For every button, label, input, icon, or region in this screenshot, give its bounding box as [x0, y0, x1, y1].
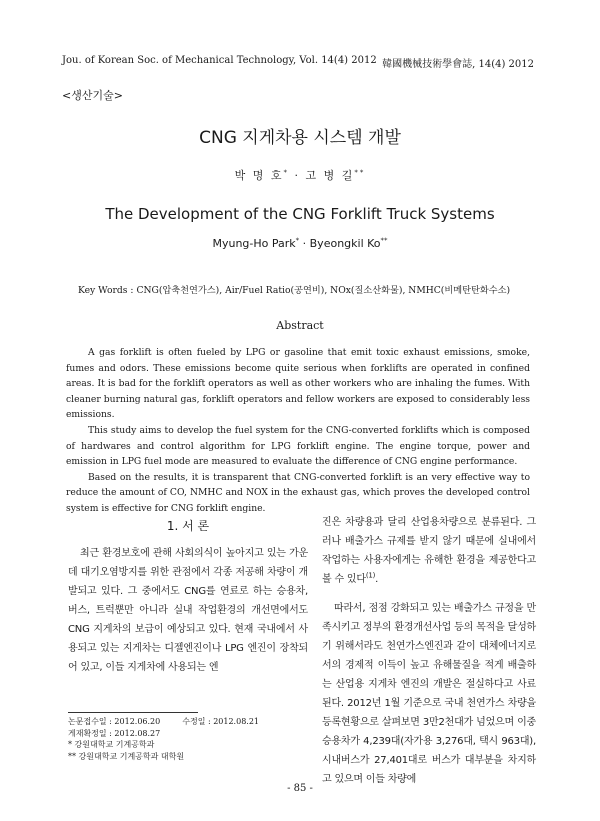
footnote-accepted-date: 게재확정일 : 2012.08.27: [68, 728, 161, 738]
category-label: <생산기술>: [62, 89, 123, 102]
author-2-name-en: Byeongkil Ko: [309, 237, 381, 250]
author-separator-en: ·: [299, 237, 310, 250]
author-1-name-ko: 박 명 호: [234, 169, 284, 182]
footnote-divider: [68, 712, 198, 713]
abstract-heading: Abstract: [276, 319, 324, 332]
intro-paragraph-1: 최근 환경보호에 관해 사회의식이 높아지고 있는 가운데 대기오염방지를 위한 관점에서 각종 저공해 차량이 개발되고 있다. 그 중에서도 CNG를 연료로 하는 승용차, 버스, 트럭뿐만 아니라 실내 작업환경의 개선면에서도 CNG 지게차의 보급이 예상되고 있다. 현재 국내에서 사용되고 있는 지게차는 디젤엔진이나 LPG 엔진이 장착되어 있고, 이들 지게차에 사용되는 엔: [68, 548, 308, 673]
authors-korean: [0, 167, 600, 183]
intro-paragraph-2: 따라서, 점점 강화되고 있는 배출가스 규정을 만족시키고 정부의 환경개선사업 등의 목적을 달성하기 위해서라도 천연가스엔진과 같이 대체에너지로서의 경제적 이득이 높고 유해물질을 적게 배출하는 산업용 지게차 엔진의 개발은 절실하다고 사료된다. 2012년 1월 기준으로 국내 천연가스 차량을 등록현황으로 살펴보면 3만2천대가 넘었으며 이중 승용차가 4,239대(자가용 3,276대, 택시 963대), 시내버스가 27,401대로 버스가 대부분을 차지하고 있으며 이들 차량에: [322, 603, 536, 785]
footnotes: [68, 716, 308, 762]
running-header-journal-ko: 韓國機械技術學會誌, 14(4) 2012: [382, 59, 534, 70]
footnote-revised-date: 수정일 : 2012.08.21: [182, 717, 260, 726]
intro-paragraph-1-continued: [322, 513, 536, 589]
running-header-journal-en: Jou. of Korean Soc. of Mechanical Technology, Vol. 14(4) 2012: [62, 55, 377, 66]
page-number: - 85 -: [287, 783, 313, 794]
intro-paragraph-1-continued-text: 진은 차량용과 달리 산업용차량으로 분류된다. 그러나 배출가스 규제를 받지 않기 때문에 실내에서 작업하는 사용자에게는 유해한 환경을 제공한다고 볼 수 있다: [322, 517, 536, 585]
abstract-paragraph-2: This study aims to develop the fuel system for the CNG-converted forklifts which is composed of hardwares and control algorithm for LPG forklift engine. The engine torque, power and emission in LPG fuel mode are measured to evaluate the difference of CNG engine performance.: [66, 424, 530, 468]
keywords-line: Key Words : CNG(압축천연가스), Air/Fuel Ratio(공연비), NOx(질소산화물), NMHC(비메탄탄화수소): [78, 285, 511, 296]
footnote-affiliation-2: ** 강원대학교 기계공학과 대학원: [68, 751, 185, 761]
author-2-name-ko: 고 병 길: [305, 169, 355, 182]
abstract-paragraph-3: Based on the results, it is transparent that CNG-converted forklift is an very effective way to reduce the amount of CO, NMHC and NOX in the exhaust gas, which proves the developed control system is effective for CNG forklift engine.: [66, 471, 530, 514]
title-korean: CNG 지게차용 시스템 개발: [199, 128, 401, 148]
intro-paragraph-1-continued-end: .: [375, 574, 379, 585]
footnote-received-date: 논문접수일 : 2012.06.20: [68, 717, 161, 726]
authors-english: [0, 237, 600, 250]
section-heading-introduction: 1. 서 론: [166, 519, 210, 533]
footnote-dates-line: [68, 716, 308, 728]
author-2-mark-ko: **: [354, 168, 366, 177]
abstract-paragraph-1: A gas forklift is often fueled by LPG or gasoline that emit toxic exhaust emissions, smoke, fumes and odors. These emissions become quite serious when forklifts are operated in confined areas. It is bad for the forklift operators as well as other workers who are inhaling the fumes. With cleaner burning natural gas, forklift operators and fellow workers are exposed to considerably less emissions.: [66, 347, 530, 421]
author-1-mark-en: *: [295, 236, 300, 245]
title-english: The Development of the CNG Forklift Truck Systems: [105, 205, 495, 223]
left-column-body: [68, 544, 308, 677]
footnote-affiliation-1: * 강원대학교 기계공학과: [68, 740, 155, 749]
author-2-mark-en: **: [380, 236, 388, 245]
citation-reference-1: (1): [365, 571, 376, 580]
author-separator-ko: ·: [289, 169, 306, 182]
right-column-body: [322, 513, 536, 789]
author-1-name-en: Myung-Ho Park: [212, 237, 296, 250]
abstract-body: [66, 345, 530, 517]
author-1-mark-ko: *: [283, 168, 289, 177]
